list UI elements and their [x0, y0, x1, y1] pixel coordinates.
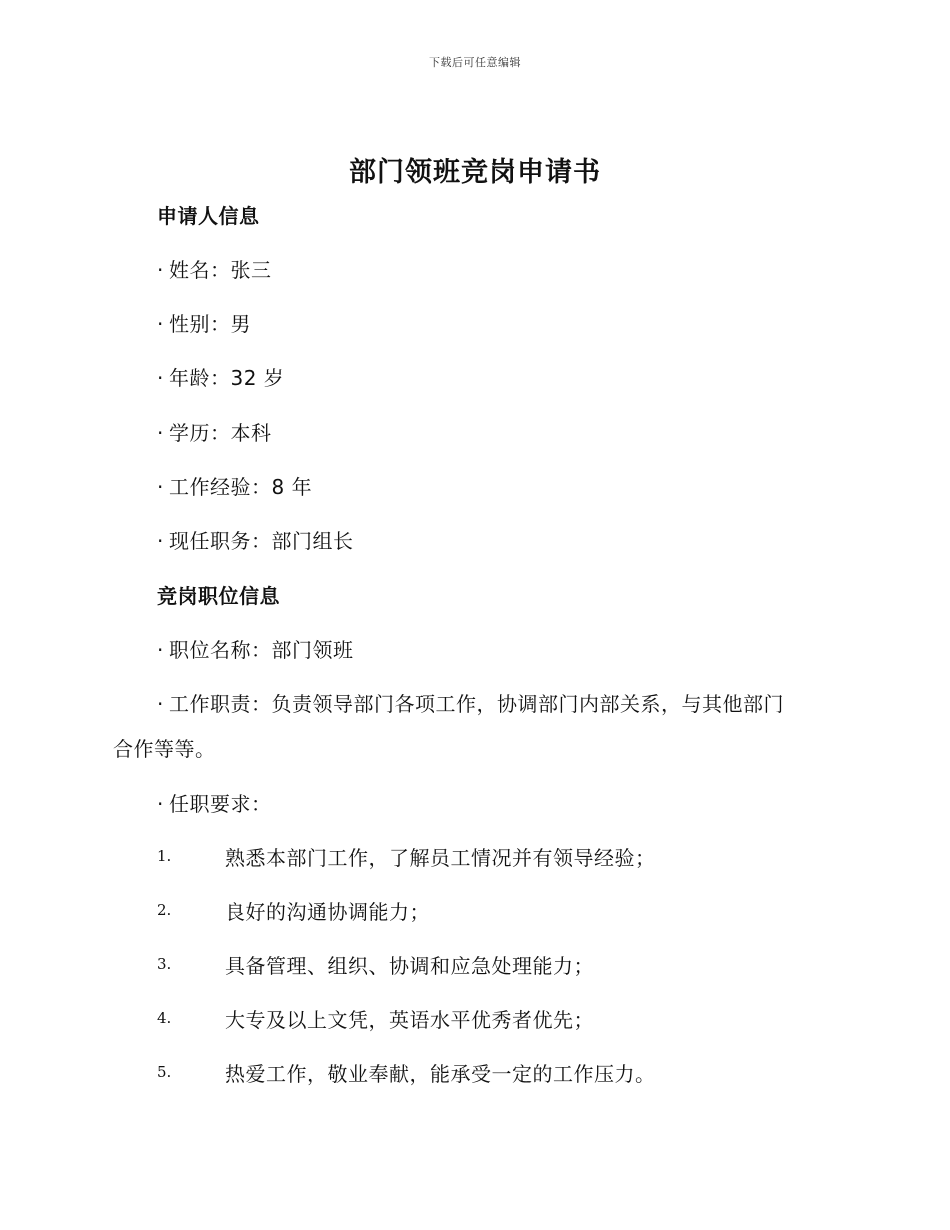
requirement-number: 1. [157, 847, 172, 865]
field-age [157, 362, 284, 391]
bullet-icon: · [157, 421, 164, 445]
field-education-text: 学历：本科 [169, 421, 272, 445]
position-name-text: 职位名称：部门领班 [169, 638, 354, 662]
bullet-icon: · [157, 258, 164, 282]
requirement-number: 2. [157, 901, 172, 919]
section-heading-position: 竞岗职位信息 [157, 584, 280, 608]
requirement-number: 4. [157, 1009, 172, 1027]
field-current-role [157, 525, 354, 554]
field-gender [157, 308, 251, 337]
bullet-icon: · [157, 312, 164, 336]
bullet-icon: · [157, 792, 164, 816]
position-duties [157, 688, 784, 717]
field-name-text: 姓名：张三 [169, 258, 272, 282]
requirement-number: 5. [157, 1063, 172, 1081]
field-education [157, 417, 272, 446]
requirement-number: 3. [157, 955, 172, 973]
bullet-icon: · [157, 366, 164, 390]
bullet-icon: · [157, 475, 164, 499]
position-duties-text: 工作职责：负责领导部门各项工作，协调部门内部关系，与其他部门 [169, 692, 784, 716]
field-gender-text: 性别：男 [169, 312, 251, 336]
requirement-text: 具备管理、组织、协调和应急处理能力； [225, 954, 594, 978]
position-name [157, 634, 354, 663]
requirements-label-text: 任职要求： [169, 792, 272, 816]
section-heading-applicant: 申请人信息 [157, 204, 260, 228]
field-name [157, 254, 272, 283]
requirement-text: 良好的沟通协调能力； [225, 900, 430, 924]
bullet-icon: · [157, 529, 164, 553]
bullet-icon: · [157, 638, 164, 662]
field-age-text: 年龄：32 岁 [169, 366, 285, 390]
requirement-text: 熟悉本部门工作，了解员工情况并有领导经验； [225, 846, 656, 870]
document-title: 部门领班竞岗申请书 [349, 157, 601, 188]
field-current-role-text: 现任职务：部门组长 [169, 529, 354, 553]
position-duties-continuation: 合作等等。 [113, 737, 216, 761]
requirements-label [157, 788, 272, 817]
field-experience-text: 工作经验：8 年 [169, 475, 313, 499]
bullet-icon: · [157, 692, 164, 716]
requirement-text: 热爱工作，敬业奉献，能承受一定的工作压力。 [225, 1062, 656, 1086]
field-experience [157, 471, 312, 500]
header-note: 下载后可任意编辑 [429, 56, 521, 69]
requirement-text: 大专及以上文凭，英语水平优秀者优先； [225, 1008, 594, 1032]
